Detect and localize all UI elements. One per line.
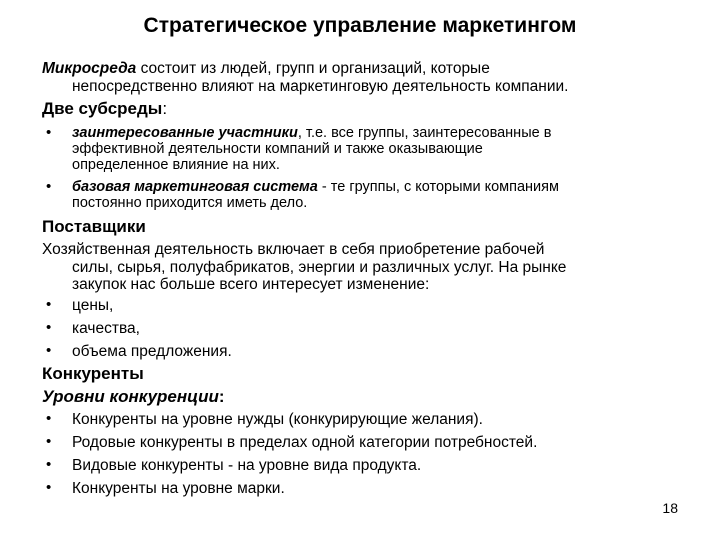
bullet-icon: • <box>46 342 52 359</box>
competitors-heading: Конкуренты <box>42 364 144 383</box>
subenv-item-1-line-2: эффективной деятельности компаний и также оказывающие <box>72 141 483 157</box>
subenv-item-2-term: базовая маркетинговая система <box>72 179 318 195</box>
bullet-icon: • <box>46 124 52 141</box>
bullet-icon: • <box>46 456 52 473</box>
suppliers-heading: Поставщики <box>42 217 146 236</box>
competition-levels-text: Уровни конкуренции <box>42 387 219 406</box>
subenv-item-1-text: , т.е. все группы, заинтересованные в <box>297 125 552 141</box>
suppliers-line-2: силы, сырья, полуфабрикатов, энергии и различных услуг. На рынке <box>72 259 567 276</box>
page-number: 18 <box>662 500 678 516</box>
competition-level-4: Конкуренты на уровне марки. <box>72 480 285 497</box>
subenv-item-2-text: - те группы, с которыми компаниям <box>317 179 559 195</box>
suppliers-line-1: Хозяйственная деятельность включает в себя приобретение рабочей <box>42 241 545 258</box>
subenv-item-1-term: заинтересованные участники <box>72 125 298 141</box>
bullet-icon: • <box>46 479 52 496</box>
suppliers-item-quality: качества, <box>72 320 140 337</box>
micro-line-1 <box>42 60 490 77</box>
bullet-icon: • <box>46 178 52 195</box>
bullet-icon: • <box>46 433 52 450</box>
subenv-item-2-line-2: постоянно приходится иметь дело. <box>72 195 308 211</box>
micro-term: Микросреда <box>42 60 137 77</box>
bullet-icon: • <box>46 410 52 427</box>
suppliers-line-3: закупок нас больше всего интересует изменение: <box>72 276 430 293</box>
competition-levels-colon: : <box>218 387 225 406</box>
subenv-item-2-line-1 <box>72 179 559 195</box>
subenv-heading <box>42 99 167 119</box>
bullet-icon: • <box>46 319 52 336</box>
competition-level-2: Родовые конкуренты в пределах одной категории потребностей. <box>72 434 538 451</box>
subenv-item-1-line-1 <box>72 125 551 141</box>
micro-text-1: состоит из людей, групп и организаций, которые <box>136 60 490 77</box>
micro-line-2: непосредственно влияют на маркетинговую деятельность компании. <box>72 78 569 95</box>
suppliers-item-price: цены, <box>72 297 114 314</box>
slide-title: Стратегическое управление маркетингом <box>143 14 577 37</box>
subenv-item-1-line-3: определенное влияние на них. <box>72 157 280 173</box>
competition-levels-heading <box>42 387 225 407</box>
subenv-colon: : <box>162 99 168 118</box>
competition-level-3: Видовые конкуренты - на уровне вида продукта. <box>72 457 422 474</box>
bullet-icon: • <box>46 296 52 313</box>
competition-level-1: Конкуренты на уровне нужды (конкурирующие желания). <box>72 411 483 428</box>
suppliers-item-volume: объема предложения. <box>72 343 232 360</box>
subenv-heading-text: Две субсреды <box>42 99 163 118</box>
